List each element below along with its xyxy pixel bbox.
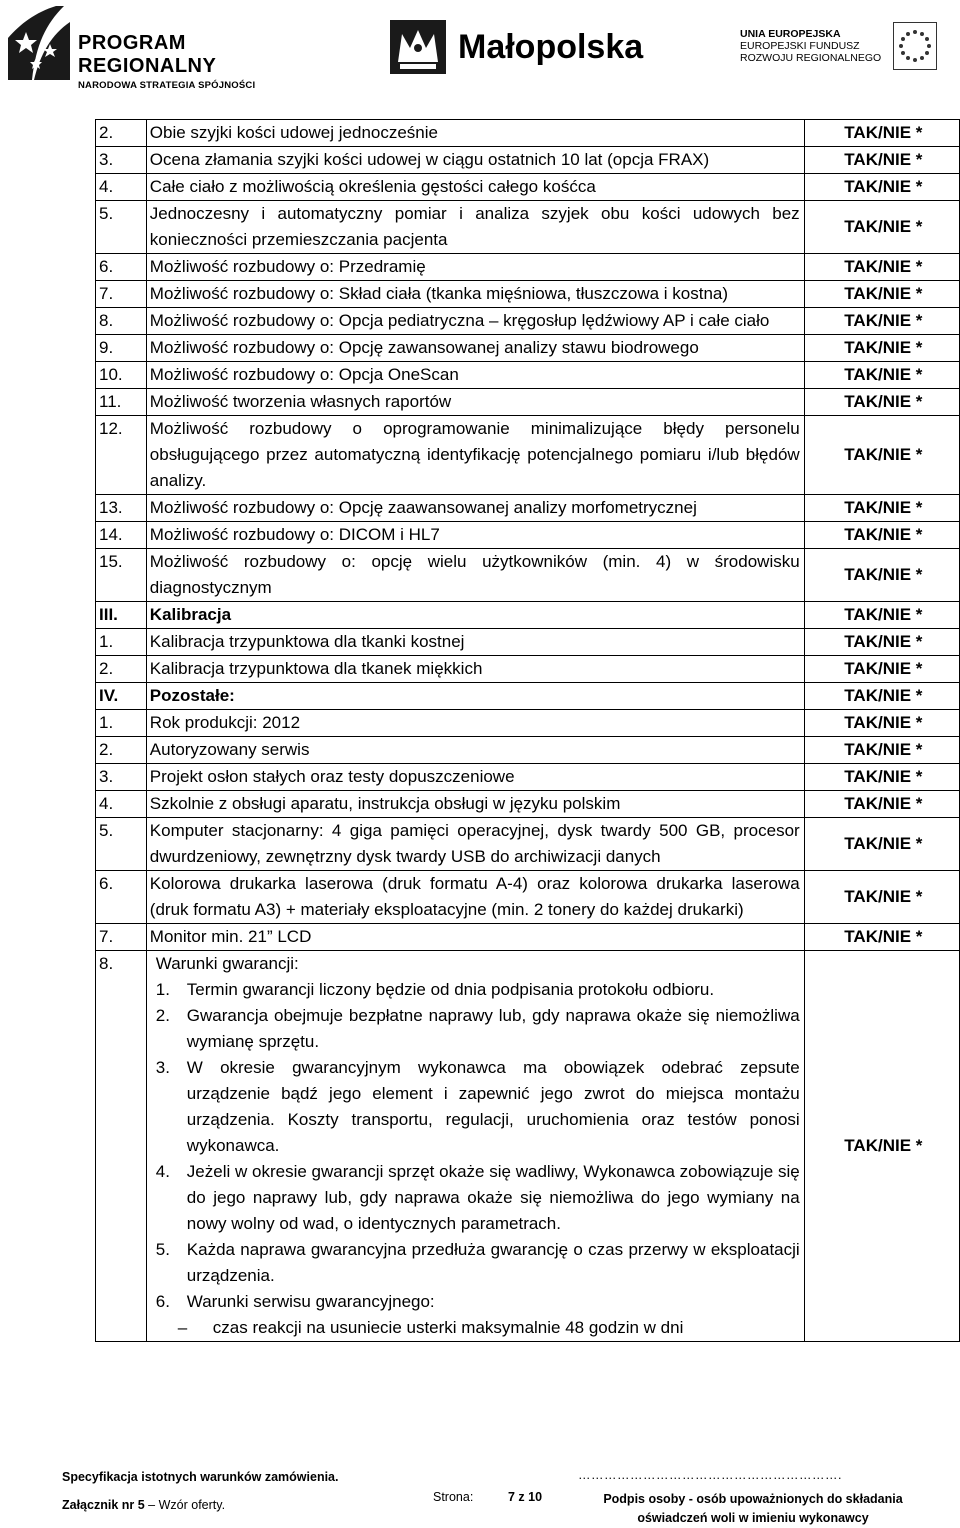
row-number: 6. xyxy=(96,871,147,924)
page-number: 7 z 10 xyxy=(508,1490,543,1504)
row-number: 1. xyxy=(96,710,147,737)
row-description: Możliwość rozbudowy o: Opcja pediatryczna – kręgosłup lędźwiowy AP i całe ciało xyxy=(146,308,804,335)
program-subtitle: NARODOWA STRATEGIA SPÓJNOŚCI xyxy=(78,80,256,91)
warranty-item-number: 5. xyxy=(155,1240,170,1259)
region-name: Małopolska xyxy=(458,28,644,66)
row-answer: TAK/NIE * xyxy=(804,629,959,656)
signature-dots: ……………………………………………………. xyxy=(578,1468,842,1482)
row-number: 9. xyxy=(96,335,147,362)
row-answer: TAK/NIE * xyxy=(804,281,959,308)
row-number: 8. xyxy=(96,951,147,1342)
row-answer: TAK/NIE * xyxy=(804,389,959,416)
row-answer: TAK/NIE * xyxy=(804,656,959,683)
row-answer: TAK/NIE * xyxy=(804,120,959,147)
spec-row xyxy=(96,362,960,389)
warranty-heading: Warunki gwarancji: xyxy=(155,954,299,973)
signature-line2: oświadczeń woli w imieniu wykonawcy xyxy=(637,1511,869,1525)
spec-row xyxy=(96,656,960,683)
attachment-label: Załącznik nr 5 – Wzór oferty. xyxy=(62,1498,226,1512)
spec-title: Specyfikacja istotnych warunków zamówienia. xyxy=(62,1470,339,1484)
row-number: 10. xyxy=(96,362,147,389)
row-description: Kalibracja trzypunktowa dla tkanek miękkich xyxy=(146,656,804,683)
spec-row xyxy=(96,120,960,147)
eu-fund-line1: EUROPEJSKI FUNDUSZ xyxy=(740,40,860,52)
page-label: Strona: xyxy=(433,1490,474,1504)
spec-row xyxy=(96,174,960,201)
row-description: Możliwość rozbudowy o: Opcja OneScan xyxy=(146,362,804,389)
section-row xyxy=(96,602,960,629)
warranty-item-number: 4. xyxy=(155,1162,170,1181)
row-number: 15. xyxy=(96,549,147,602)
row-number: III. xyxy=(96,602,147,629)
specification-table xyxy=(95,119,960,1342)
row-answer: TAK/NIE * xyxy=(804,147,959,174)
spec-row xyxy=(96,629,960,656)
row-answer: TAK/NIE * xyxy=(804,308,959,335)
row-answer: TAK/NIE * xyxy=(804,683,959,710)
warranty-list xyxy=(150,977,800,1315)
spec-row xyxy=(96,871,960,924)
spec-row xyxy=(96,737,960,764)
spec-row xyxy=(96,710,960,737)
warranty-item-text: Warunki serwisu gwarancyjnego: xyxy=(186,1292,435,1311)
warranty-item-number: 2. xyxy=(155,1006,170,1025)
row-description: Pozostałe: xyxy=(146,683,804,710)
warranty-item-number: 6. xyxy=(155,1292,170,1311)
spec-row xyxy=(96,791,960,818)
row-answer: TAK/NIE * xyxy=(804,764,959,791)
warranty-item xyxy=(150,977,800,1003)
warranty-item-text: Termin gwarancji liczony będzie od dnia podpisania protokołu odbioru. xyxy=(186,980,715,999)
row-description: Rok produkcji: 2012 xyxy=(146,710,804,737)
spec-row xyxy=(96,201,960,254)
row-answer: TAK/NIE * xyxy=(804,416,959,495)
row-answer: TAK/NIE * xyxy=(804,335,959,362)
row-description: Ocena złamania szyjki kości udowej w ciągu ostatnich 10 lat (opcja FRAX) xyxy=(146,147,804,174)
row-number: 7. xyxy=(96,924,147,951)
spec-row xyxy=(96,764,960,791)
spec-row xyxy=(96,281,960,308)
row-number: 3. xyxy=(96,147,147,174)
spec-row xyxy=(96,522,960,549)
row-number: 5. xyxy=(96,818,147,871)
warranty-row xyxy=(96,951,960,1342)
row-description: Możliwość rozbudowy o: Przedramię xyxy=(146,254,804,281)
row-number: 2. xyxy=(96,656,147,683)
row-description: Komputer stacjonarny: 4 giga pamięci operacyjnej, dysk twardy 500 GB, procesor dwurdzeniowy, zewnętrzny dysk twardy USB do archiwizacji danych xyxy=(146,818,804,871)
section-row xyxy=(96,683,960,710)
row-answer: TAK/NIE * xyxy=(804,871,959,924)
row-number: 13. xyxy=(96,495,147,522)
attachment-suffix: Wzór oferty. xyxy=(158,1498,226,1512)
row-number: 14. xyxy=(96,522,147,549)
warranty-item-text: Jeżeli w okresie gwarancji sprzęt okaże się wadliwy, Wykonawca zobowiązuje się do jego naprawy lub, gdy naprawa okaże się niemożliwa do jego wymiany na nowy wolny od wad, o identycznych parametrach. xyxy=(186,1162,800,1233)
row-description: Jednoczesny i automatyczny pomiar i analiza szyjek obu kości udowych bez konieczności przemieszczania pacjenta xyxy=(146,201,804,254)
eu-logo-text xyxy=(740,28,881,64)
warranty-description xyxy=(146,951,804,1342)
row-answer: TAK/NIE * xyxy=(804,522,959,549)
row-number: 3. xyxy=(96,764,147,791)
row-answer: TAK/NIE * xyxy=(804,710,959,737)
row-description: Kalibracja xyxy=(146,602,804,629)
dash-text: czas reakcji na usuniecie usterki maksymalnie 48 godzin w dni xyxy=(212,1318,684,1337)
row-description: Możliwość rozbudowy o: Skład ciała (tkanka mięśniowa, tłuszczowa i kostna) xyxy=(146,281,804,308)
attachment-number: Załącznik nr 5 xyxy=(62,1498,145,1512)
row-answer: TAK/NIE * xyxy=(804,924,959,951)
row-description: Obie szyjki kości udowej jednocześnie xyxy=(146,120,804,147)
signature-line1: Podpis osoby - osób upoważnionych do składania xyxy=(603,1492,903,1506)
row-answer: TAK/NIE * xyxy=(804,362,959,389)
row-answer: TAK/NIE * xyxy=(804,951,959,1342)
spec-row xyxy=(96,416,960,495)
row-number: 6. xyxy=(96,254,147,281)
row-description: Całe ciało z możliwością określenia gęstości całego kośćca xyxy=(146,174,804,201)
spec-row xyxy=(96,389,960,416)
row-number: 7. xyxy=(96,281,147,308)
row-answer: TAK/NIE * xyxy=(804,174,959,201)
row-answer: TAK/NIE * xyxy=(804,495,959,522)
row-number: 8. xyxy=(96,308,147,335)
row-description: Możliwość rozbudowy o: opcję wielu użytkowników (min. 4) w środowisku diagnostycznym xyxy=(146,549,804,602)
row-description: Kalibracja trzypunktowa dla tkanki kostnej xyxy=(146,629,804,656)
row-answer: TAK/NIE * xyxy=(804,818,959,871)
row-number: 4. xyxy=(96,791,147,818)
page-footer xyxy=(0,1462,960,1526)
eu-title: UNIA EUROPEJSKA xyxy=(740,28,841,40)
row-number: 5. xyxy=(96,201,147,254)
signature-caption xyxy=(585,1490,921,1528)
row-description: Autoryzowany serwis xyxy=(146,737,804,764)
spec-row xyxy=(96,335,960,362)
row-answer: TAK/NIE * xyxy=(804,602,959,629)
warranty-item xyxy=(150,1237,800,1289)
warranty-dash-item xyxy=(150,1315,800,1341)
warranty-item-text: Gwarancja obejmuje bezpłatne naprawy lub, gdy naprawa okaże się niemożliwa wymianę sprzętu. xyxy=(186,1006,800,1051)
spec-row xyxy=(96,147,960,174)
warranty-item xyxy=(150,1159,800,1237)
spec-row xyxy=(96,549,960,602)
stars-emblem-icon xyxy=(6,4,72,82)
warranty-item xyxy=(150,1003,800,1055)
row-number: 12. xyxy=(96,416,147,495)
spec-row xyxy=(96,818,960,871)
row-number: IV. xyxy=(96,683,147,710)
warranty-item-number: 3. xyxy=(155,1058,170,1077)
eu-fund-line2: ROZWOJU REGIONALNEGO xyxy=(740,52,882,64)
row-number: 2. xyxy=(96,737,147,764)
page-header xyxy=(0,0,960,90)
warranty-item-text: Każda naprawa gwarancyjna przedłuża gwarancję o czas przerwy w eksploatacji urządzenia. xyxy=(186,1240,800,1285)
row-answer: TAK/NIE * xyxy=(804,791,959,818)
dash-marker: – xyxy=(177,1318,188,1337)
row-answer: TAK/NIE * xyxy=(804,201,959,254)
row-description: Kolorowa drukarka laserowa (druk formatu A-4) oraz kolorowa drukarka laserowa (druk formatu A3) + materiały eksploatacyjne (min. 2 tonery do każdej drukarki) xyxy=(146,871,804,924)
warranty-item xyxy=(150,1289,800,1315)
eu-flag-icon xyxy=(893,22,937,70)
spec-row xyxy=(96,495,960,522)
spec-row xyxy=(96,924,960,951)
row-number: 11. xyxy=(96,389,147,416)
program-regionalny-logo xyxy=(6,4,326,91)
row-description: Monitor min. 21” LCD xyxy=(146,924,804,951)
row-description: Projekt osłon stałych oraz testy dopuszczeniowe xyxy=(146,764,804,791)
warranty-item-number: 1. xyxy=(155,980,170,999)
warranty-item xyxy=(150,1055,800,1159)
row-answer: TAK/NIE * xyxy=(804,737,959,764)
row-answer: TAK/NIE * xyxy=(804,254,959,281)
row-description: Możliwość rozbudowy o: DICOM i HL7 xyxy=(146,522,804,549)
warranty-item-text: W okresie gwarancyjnym wykonawca ma obowiązek odebrać zepsute urządzenie bądź jego element i zapewnić jego zwrot do miejsca montażu urządzenia. Koszty transportu, regulacji, uruchomienia oraz testów ponosi wykonawca. xyxy=(186,1058,800,1155)
spec-row xyxy=(96,308,960,335)
row-description: Możliwość rozbudowy o oprogramowanie minimalizujące błędy personelu obsługującego przez automatyczną identyfikację potencjalnego pomiaru i/lub błędów analizy. xyxy=(146,416,804,495)
row-description: Szkolnie z obsługi aparatu, instrukcja obsługi w języku polskim xyxy=(146,791,804,818)
row-description: Możliwość rozbudowy o: Opcję zawansowanej analizy stawu biodrowego xyxy=(146,335,804,362)
row-description: Możliwość tworzenia własnych raportów xyxy=(146,389,804,416)
row-answer: TAK/NIE * xyxy=(804,549,959,602)
spec-row xyxy=(96,254,960,281)
program-title: PROGRAM REGIONALNY xyxy=(78,32,217,77)
malopolska-emblem-icon xyxy=(388,18,448,76)
row-number: 2. xyxy=(96,120,147,147)
row-number: 1. xyxy=(96,629,147,656)
row-description: Możliwość rozbudowy o: Opcję zaawansowanej analizy morfometrycznej xyxy=(146,495,804,522)
row-number: 4. xyxy=(96,174,147,201)
